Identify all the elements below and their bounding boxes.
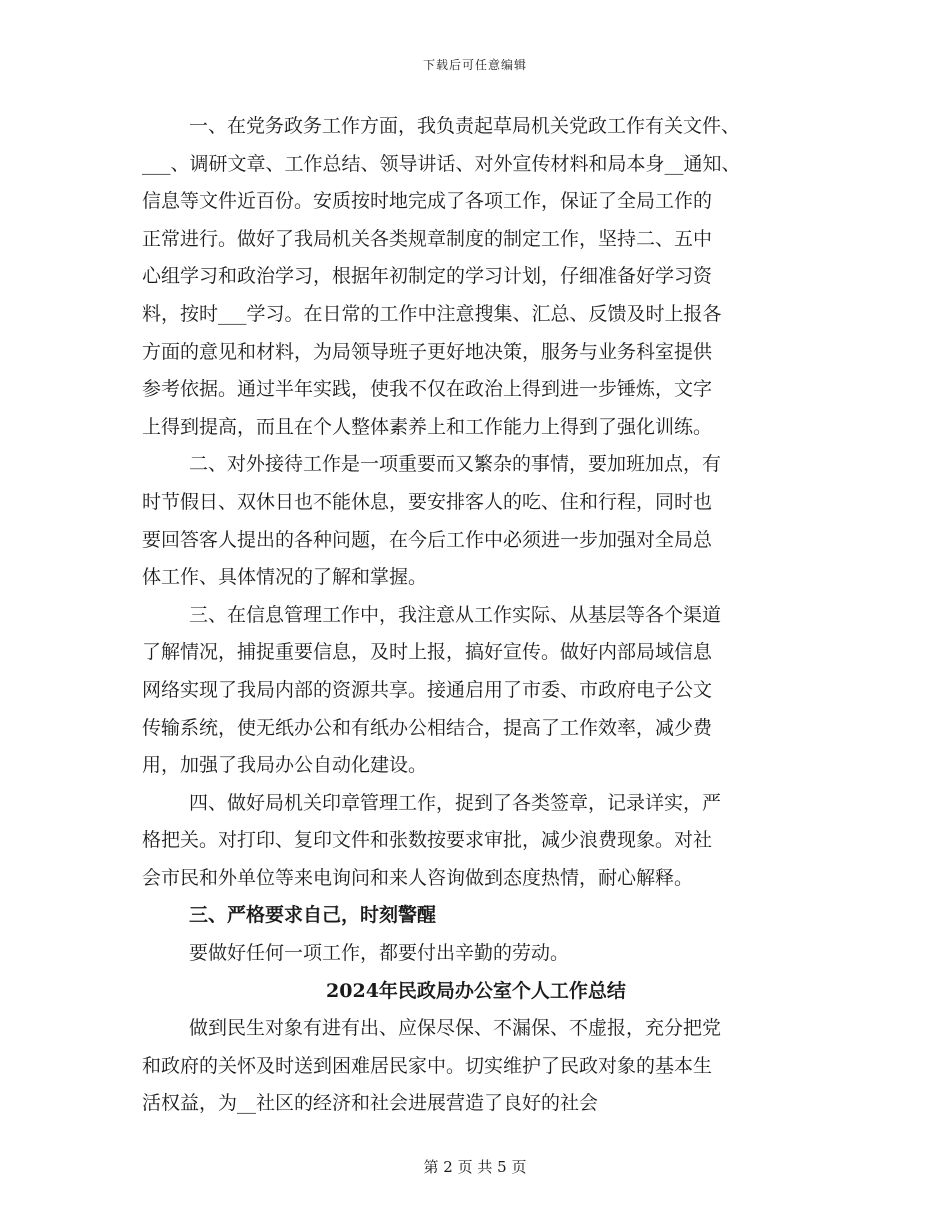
- section-heading: 三、严格要求自己，时刻警醒: [189, 904, 437, 927]
- body-line: 正常进行。做好了我局机关各类规章制度的制定工作，坚持二、五中: [142, 227, 713, 250]
- paragraph-first-line: 要做好任何一项工作，都要付出辛勤的劳动。: [189, 942, 570, 965]
- page-header: 下载后可任意编辑: [422, 58, 527, 72]
- body-line: 信息等文件近百份。安质按时地完成了各项工作，保证了全局工作的: [142, 190, 713, 213]
- paragraph-first-line: 一、在党务政务工作方面，我负责起草局机关党政工作有关文件、: [189, 115, 741, 137]
- body-line: 料，按时___学习。在日常的工作中注意搜集、汇总、反馈及时上报各: [142, 302, 722, 325]
- body-line: 参考依据。通过半年实践，使我不仅在政治上得到进一步锤炼，文字: [142, 378, 713, 401]
- paragraph-first-line: 三、在信息管理工作中，我注意从工作实际、从基层等各个渠道: [189, 603, 722, 626]
- body-line: 传输系统，使无纸办公和有纸办公相结合，提高了工作效率，减少费: [142, 716, 713, 739]
- paragraph-first-line: 四、做好局机关印章管理工作，捉到了各类签章，记录详实，严: [189, 791, 722, 814]
- body-line: 用，加强了我局办公自动化建设。: [142, 754, 428, 777]
- body-line: 时节假日、双休日也不能休息，要安排客人的吃、住和行程，同时也: [142, 490, 713, 513]
- paragraph-first-line: 做到民生对象有进有出、应保尽保、不漏保、不虚报，充分把党: [189, 1017, 722, 1040]
- body-line: 会市民和外单位等来电询问和来人咨询做到态度热情，耐心解释。: [142, 866, 694, 889]
- body-line: 上得到提高，而且在个人整体素养上和工作能力上得到了强化训练。: [142, 415, 713, 438]
- body-line: 体工作、具体情况的了解和掌握。: [142, 566, 428, 589]
- page-footer: 第 2 页 共 5 页: [423, 1158, 527, 1176]
- body-line: 网络实现了我局内部的资源共享。接通启用了市委、市政府电子公文: [142, 678, 713, 701]
- paragraph-first-line: 二、对外接待工作是一项重要而又繁杂的事情，要加班加点，有: [189, 453, 722, 476]
- section-title: 2024年民政局办公室个人工作总结: [326, 979, 626, 1002]
- body-line: 方面的意见和材料，为局领导班子更好地决策，服务与业务科室提供: [142, 340, 713, 363]
- body-line: 了解情况，捕捉重要信息，及时上报，搞好宣传。做好内部局域信息: [142, 641, 713, 664]
- document-body: [142, 108, 810, 1123]
- body-line: 要回答客人提出的各种问题，在今后工作中必须进一步加强对全局总: [142, 528, 713, 551]
- body-line: 格把关。对打印、复印文件和张数按要求审批，减少浪费现象。对社: [142, 829, 713, 852]
- body-line: 和政府的关怀及时送到困难居民家中。切实维护了民政对象的基本生: [142, 1054, 713, 1077]
- body-line: 心组学习和政治学习，根据年初制定的学习计划，仔细准备好学习资: [142, 265, 713, 288]
- body-line: ___、调研文章、工作总结、领导讲话、对外宣传材料和局本身__通知、: [142, 152, 741, 175]
- body-line: 活权益，为__社区的经济和社会进展营造了良好的社会: [142, 1092, 599, 1115]
